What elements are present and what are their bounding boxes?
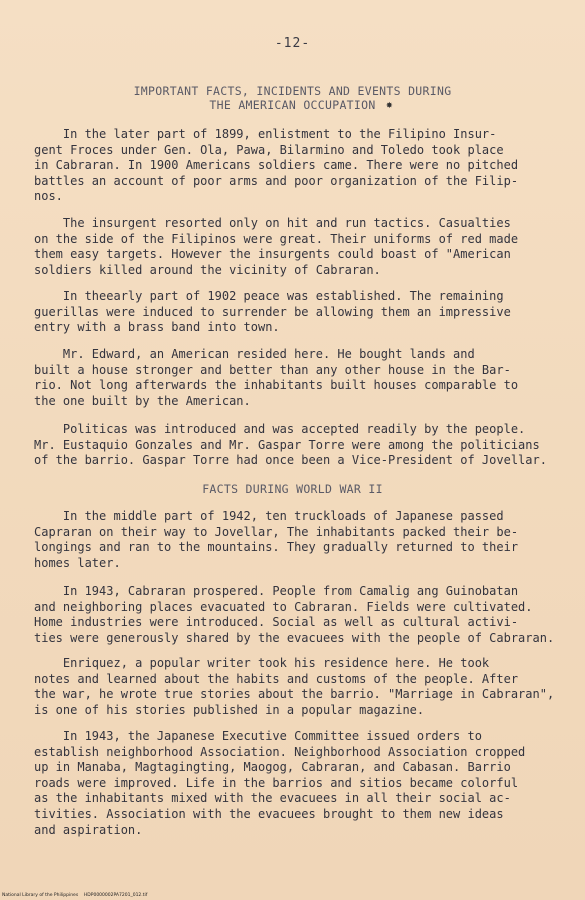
page-number: -12- xyxy=(274,36,311,51)
archive-footer: National Library of the Philippines HDP0000002PA7201_012.tif xyxy=(2,893,148,898)
section-heading-line2: THE AMERICAN OCCUPATION xyxy=(209,98,376,112)
paragraph-japanese-1942: In the middle part of 1942, ten truckloads of Japanese passed Capraran on their way to Jovellar, The inhabitants packed their be- longings and ran to the mountains. They gradually returned to their homes later. xyxy=(34,509,519,570)
paragraph-neighborhood-association: In 1943, the Japanese Executive Committee issued orders to establish neighborhood Association. Neighborhood Association cropped up in Manaba, Magtagingting, Maogog, Cabraran, and Cabasan. Barrio roads were improved. Life in the barrios and sitios became colorful as the inhabitants mixed with the evacuees in all their social ac- tivities. Association with the evacuees brought to them new ideas and aspiration. xyxy=(34,729,526,837)
section-heading-wwii: FACTS DURING WORLD WAR II xyxy=(202,482,383,496)
paragraph-politics: Politicas was introduced and was accepted readily by the people. Mr. Eustaquio Gonzales and Mr. Gaspar Torre were among the politicians of the barrio. Gaspar Torre had once been a Vice-President of Jovellar. xyxy=(34,422,547,468)
section-heading-line1: IMPORTANT FACTS, INCIDENTS AND EVENTS DURING xyxy=(133,84,452,98)
handwritten-mark: ✸ xyxy=(386,98,393,111)
paragraph-insurgents-1899: In the later part of 1899, enlistment to the Filipino Insur- gent Froces under Gen. Ola, Pawa, Bilarmino and Toledo took place in Cabraran. In 1900 Americans soldiers came. There were no pitched battles an account of poor arms and poor organization of the Filip- nos. xyxy=(34,127,519,204)
paragraph-hit-and-run: The insurgent resorted only on hit and run tactics. Casualties on the side of the Filipinos were great. Their uniforms of red made them easy targets. However the insurgents could boast of "American soldiers killed around the vicinity of Cabraran. xyxy=(34,216,519,277)
paragraph-prosperity-1943: In 1943, Cabraran prospered. People from Camalig ang Guinobatan and neighboring places evacuated to Cabraran. Fields were cultivated. Home industries were introduced. Social as well as cultural activi- ties were generously shared by the evacuees with the people of Cabraran. xyxy=(34,584,555,645)
paragraph-enriquez: Enriquez, a popular writer took his residence here. He took notes and learned about the habits and customs of the people. After the war, he wrote true stories about the barrio. "Marriage in Cabraran", is one of his stories published in a popular magazine. xyxy=(34,656,555,717)
paragraph-peace-1902: In theearly part of 1902 peace was established. The remaining guerillas were induced to surrender be allowing them an impressive entry with a brass band into town. xyxy=(34,289,511,335)
paragraph-mr-edward: Mr. Edward, an American resided here. He bought lands and built a house stronger and better than any other house in the Bar- rio. Not long afterwards the inhabitants built houses comparable to the one built by the American. xyxy=(34,347,519,408)
